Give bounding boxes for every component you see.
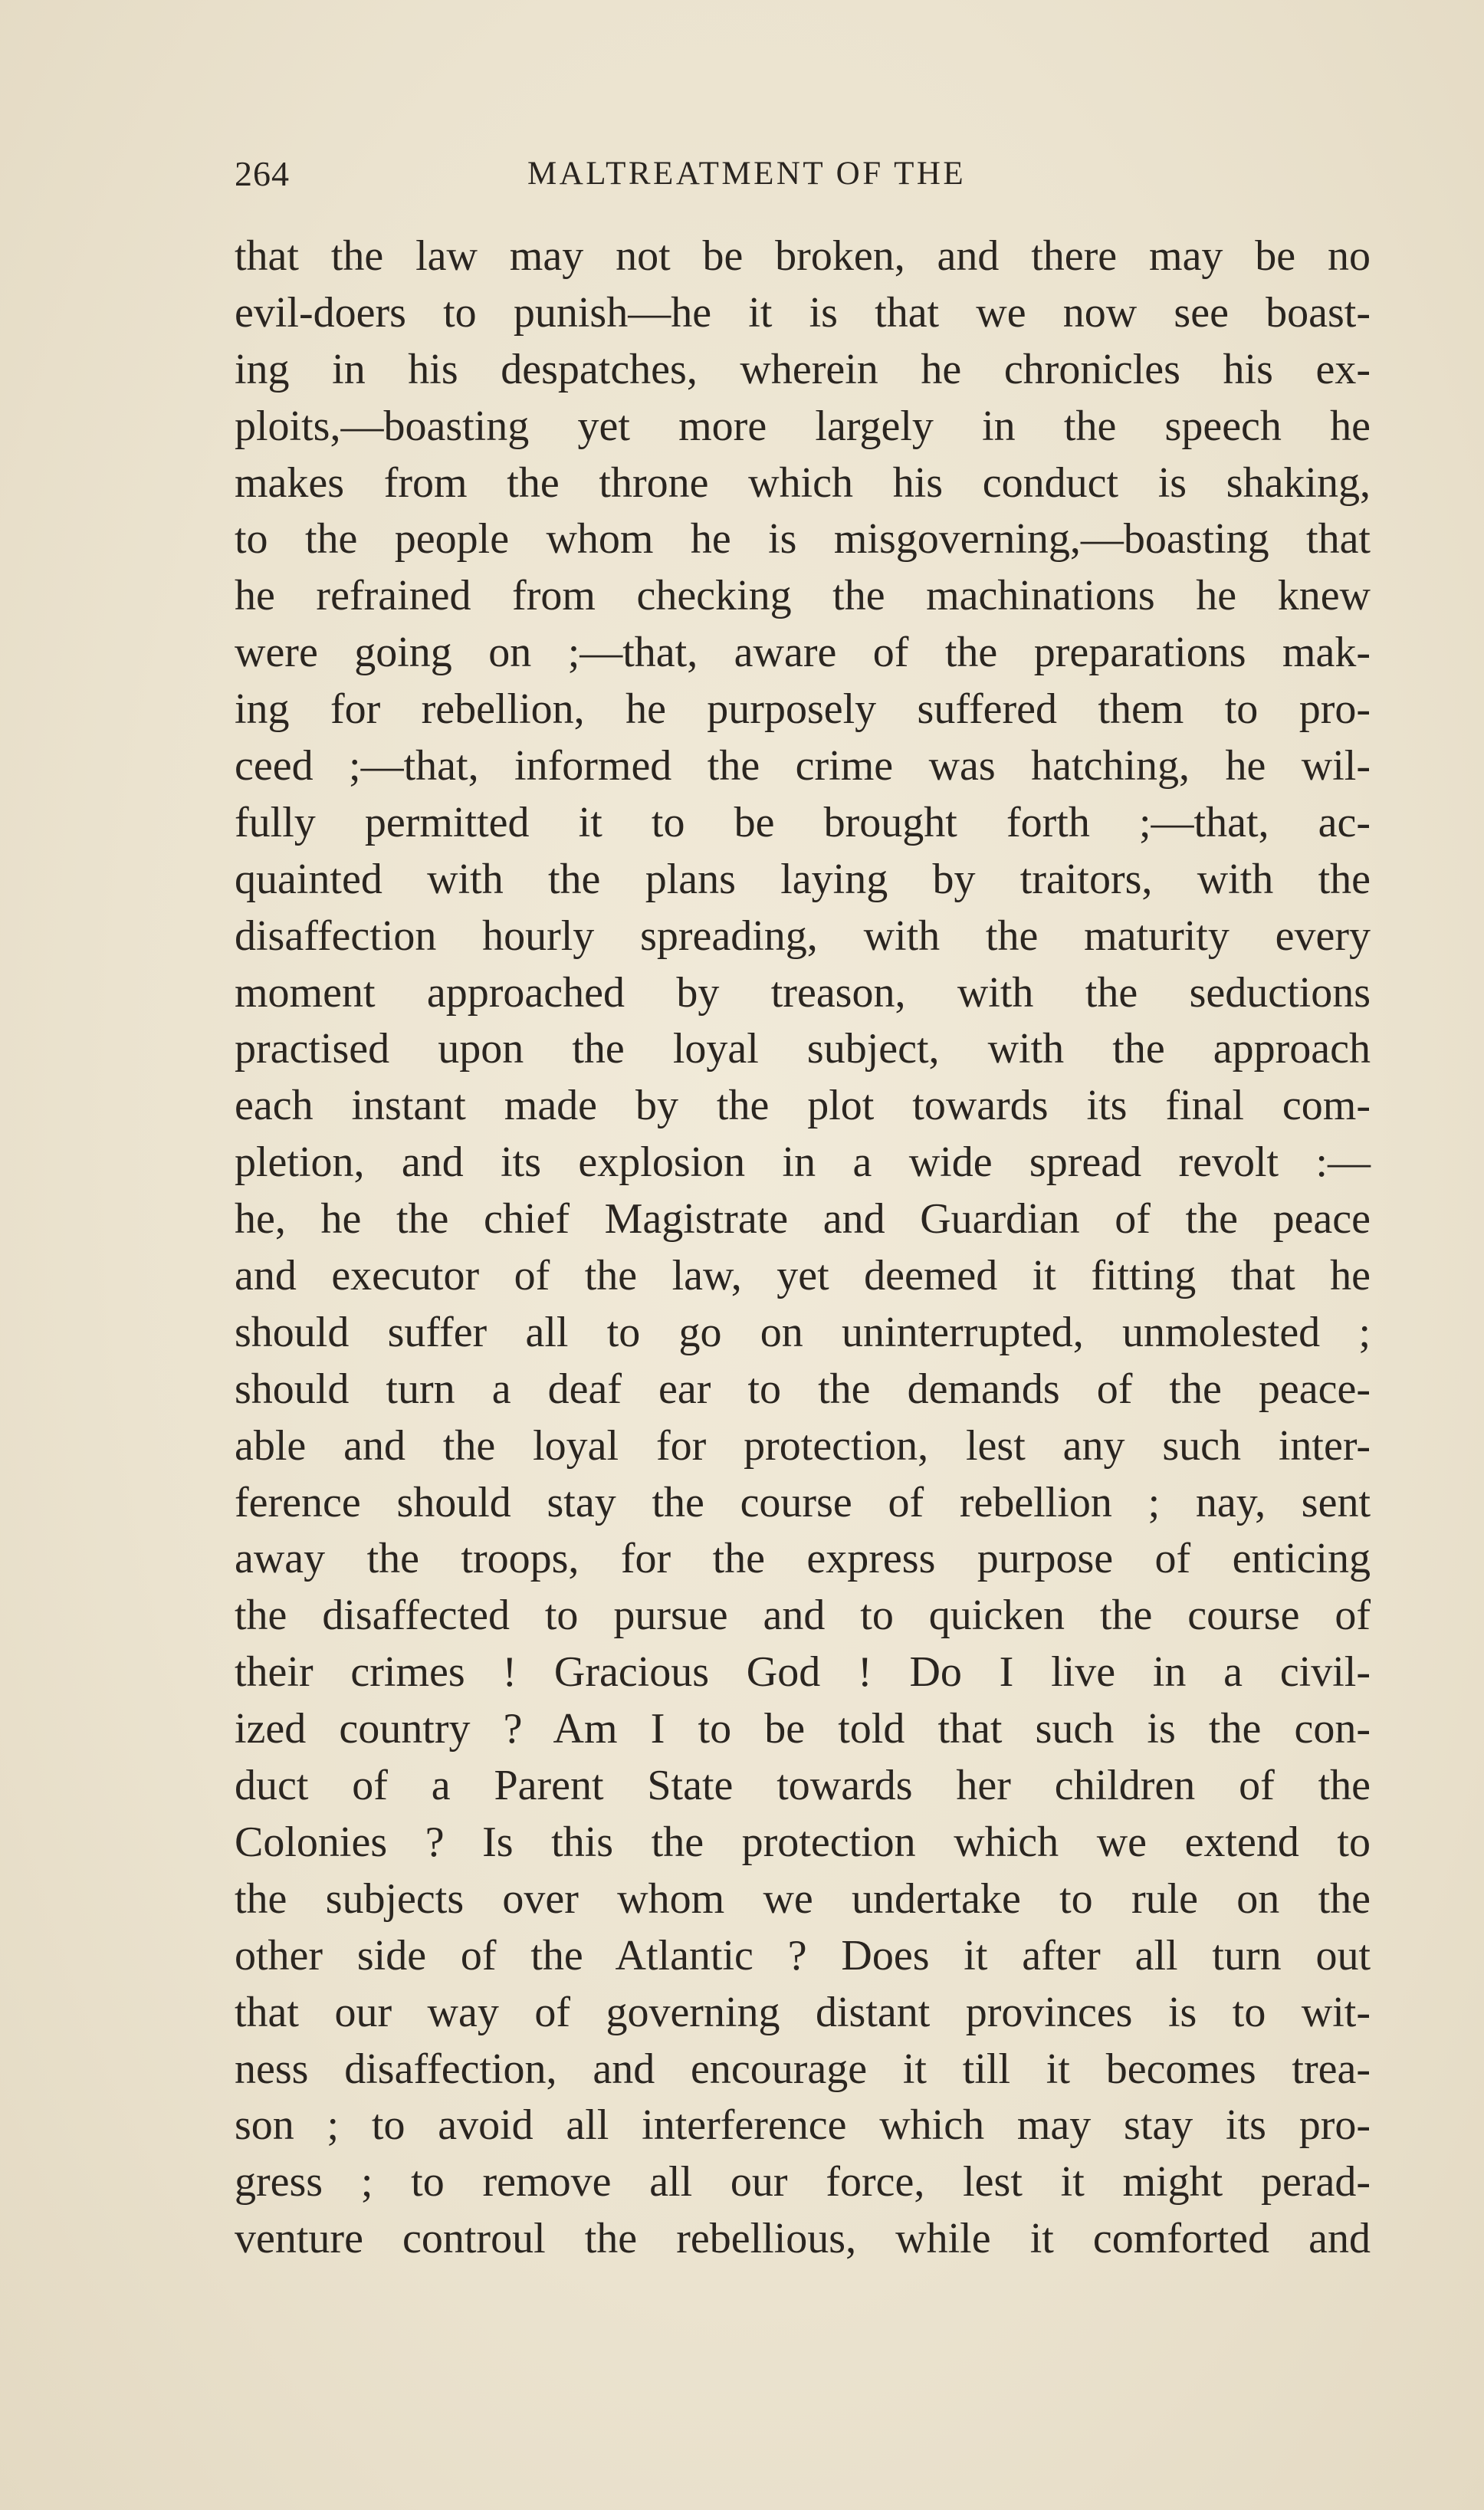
- text-line: able and the loyal for protection, lest any such inter-: [235, 1421, 1371, 1470]
- text-line: their crimes ! Gracious God ! Do I live in a civil-: [235, 1648, 1371, 1697]
- text-line: makes from the throne which his conduct is shaking,: [235, 458, 1371, 507]
- text-line: Colonies ? Is this the protection which we extend to: [235, 1818, 1371, 1866]
- running-title: MALTREATMENT OF THE: [527, 156, 967, 192]
- text-line: gress ; to remove all our force, lest it might perad-: [235, 2158, 1371, 2206]
- text-line: fully permitted it to be brought forth ;—that, ac-: [235, 798, 1371, 846]
- body-text: [235, 228, 1371, 2268]
- text-line: disaffection hourly spreading, with the maturity every: [235, 912, 1371, 960]
- text-line: ceed ;—that, informed the crime was hatching, he wil-: [235, 742, 1371, 790]
- text-line: practised upon the loyal subject, with the approach: [235, 1025, 1371, 1073]
- text-line: that the law may not be broken, and there may be no: [235, 232, 1371, 280]
- text-line: he refrained from checking the machinations he knew: [235, 572, 1371, 620]
- text-line: venture controul the rebellious, while it comforted and: [235, 2215, 1371, 2263]
- text-line: that our way of governing distant provinces is to wit-: [235, 1988, 1371, 2036]
- running-head: [235, 153, 1072, 202]
- text-line: each instant made by the plot towards its final com-: [235, 1082, 1371, 1130]
- text-line: quainted with the plans laying by traitors, with the: [235, 855, 1371, 903]
- text-line: to the people whom he is misgoverning,—boasting that: [235, 515, 1371, 563]
- text-line: evil-doers to punish—he it is that we now see boast-: [235, 288, 1371, 337]
- text-line: duct of a Parent State towards her children of the: [235, 1762, 1371, 1810]
- text-line: should suffer all to go on uninterrupted, unmolested ;: [235, 1308, 1371, 1356]
- text-line: ploits,—boasting yet more largely in the speech he: [235, 402, 1371, 450]
- text-line: the subjects over whom we undertake to rule on the: [235, 1874, 1371, 1923]
- text-line: were going on ;—that, aware of the preparations mak-: [235, 629, 1371, 677]
- text-line: pletion, and its explosion in a wide spread revolt :—: [235, 1138, 1371, 1187]
- page-number: 264: [235, 154, 290, 193]
- text-line: should turn a deaf ear to the demands of the peace-: [235, 1365, 1371, 1413]
- text-line: the disaffected to pursue and to quicken the course of: [235, 1592, 1371, 1640]
- text-line: moment approached by treason, with the seductions: [235, 968, 1371, 1017]
- text-line: ized country ? Am I to be told that such is the con-: [235, 1705, 1371, 1753]
- text-line: other side of the Atlantic ? Does it after all turn out: [235, 1931, 1371, 1979]
- text-line: ference should stay the course of rebellion ; nay, sent: [235, 1478, 1371, 1526]
- text-line: away the troops, for the express purpose of enticing: [235, 1535, 1371, 1583]
- text-line: and executor of the law, yet deemed it fitting that he: [235, 1252, 1371, 1300]
- text-line: ing for rebellion, he purposely suffered them to pro-: [235, 685, 1371, 734]
- text-line: son ; to avoid all interference which may stay its pro-: [235, 2101, 1371, 2150]
- text-line: ing in his despatches, wherein he chronicles his ex-: [235, 345, 1371, 393]
- text-line: he, he the chief Magistrate and Guardian of the peace: [235, 1195, 1371, 1244]
- text-line: ness disaffection, and encourage it till it becomes trea-: [235, 2045, 1371, 2093]
